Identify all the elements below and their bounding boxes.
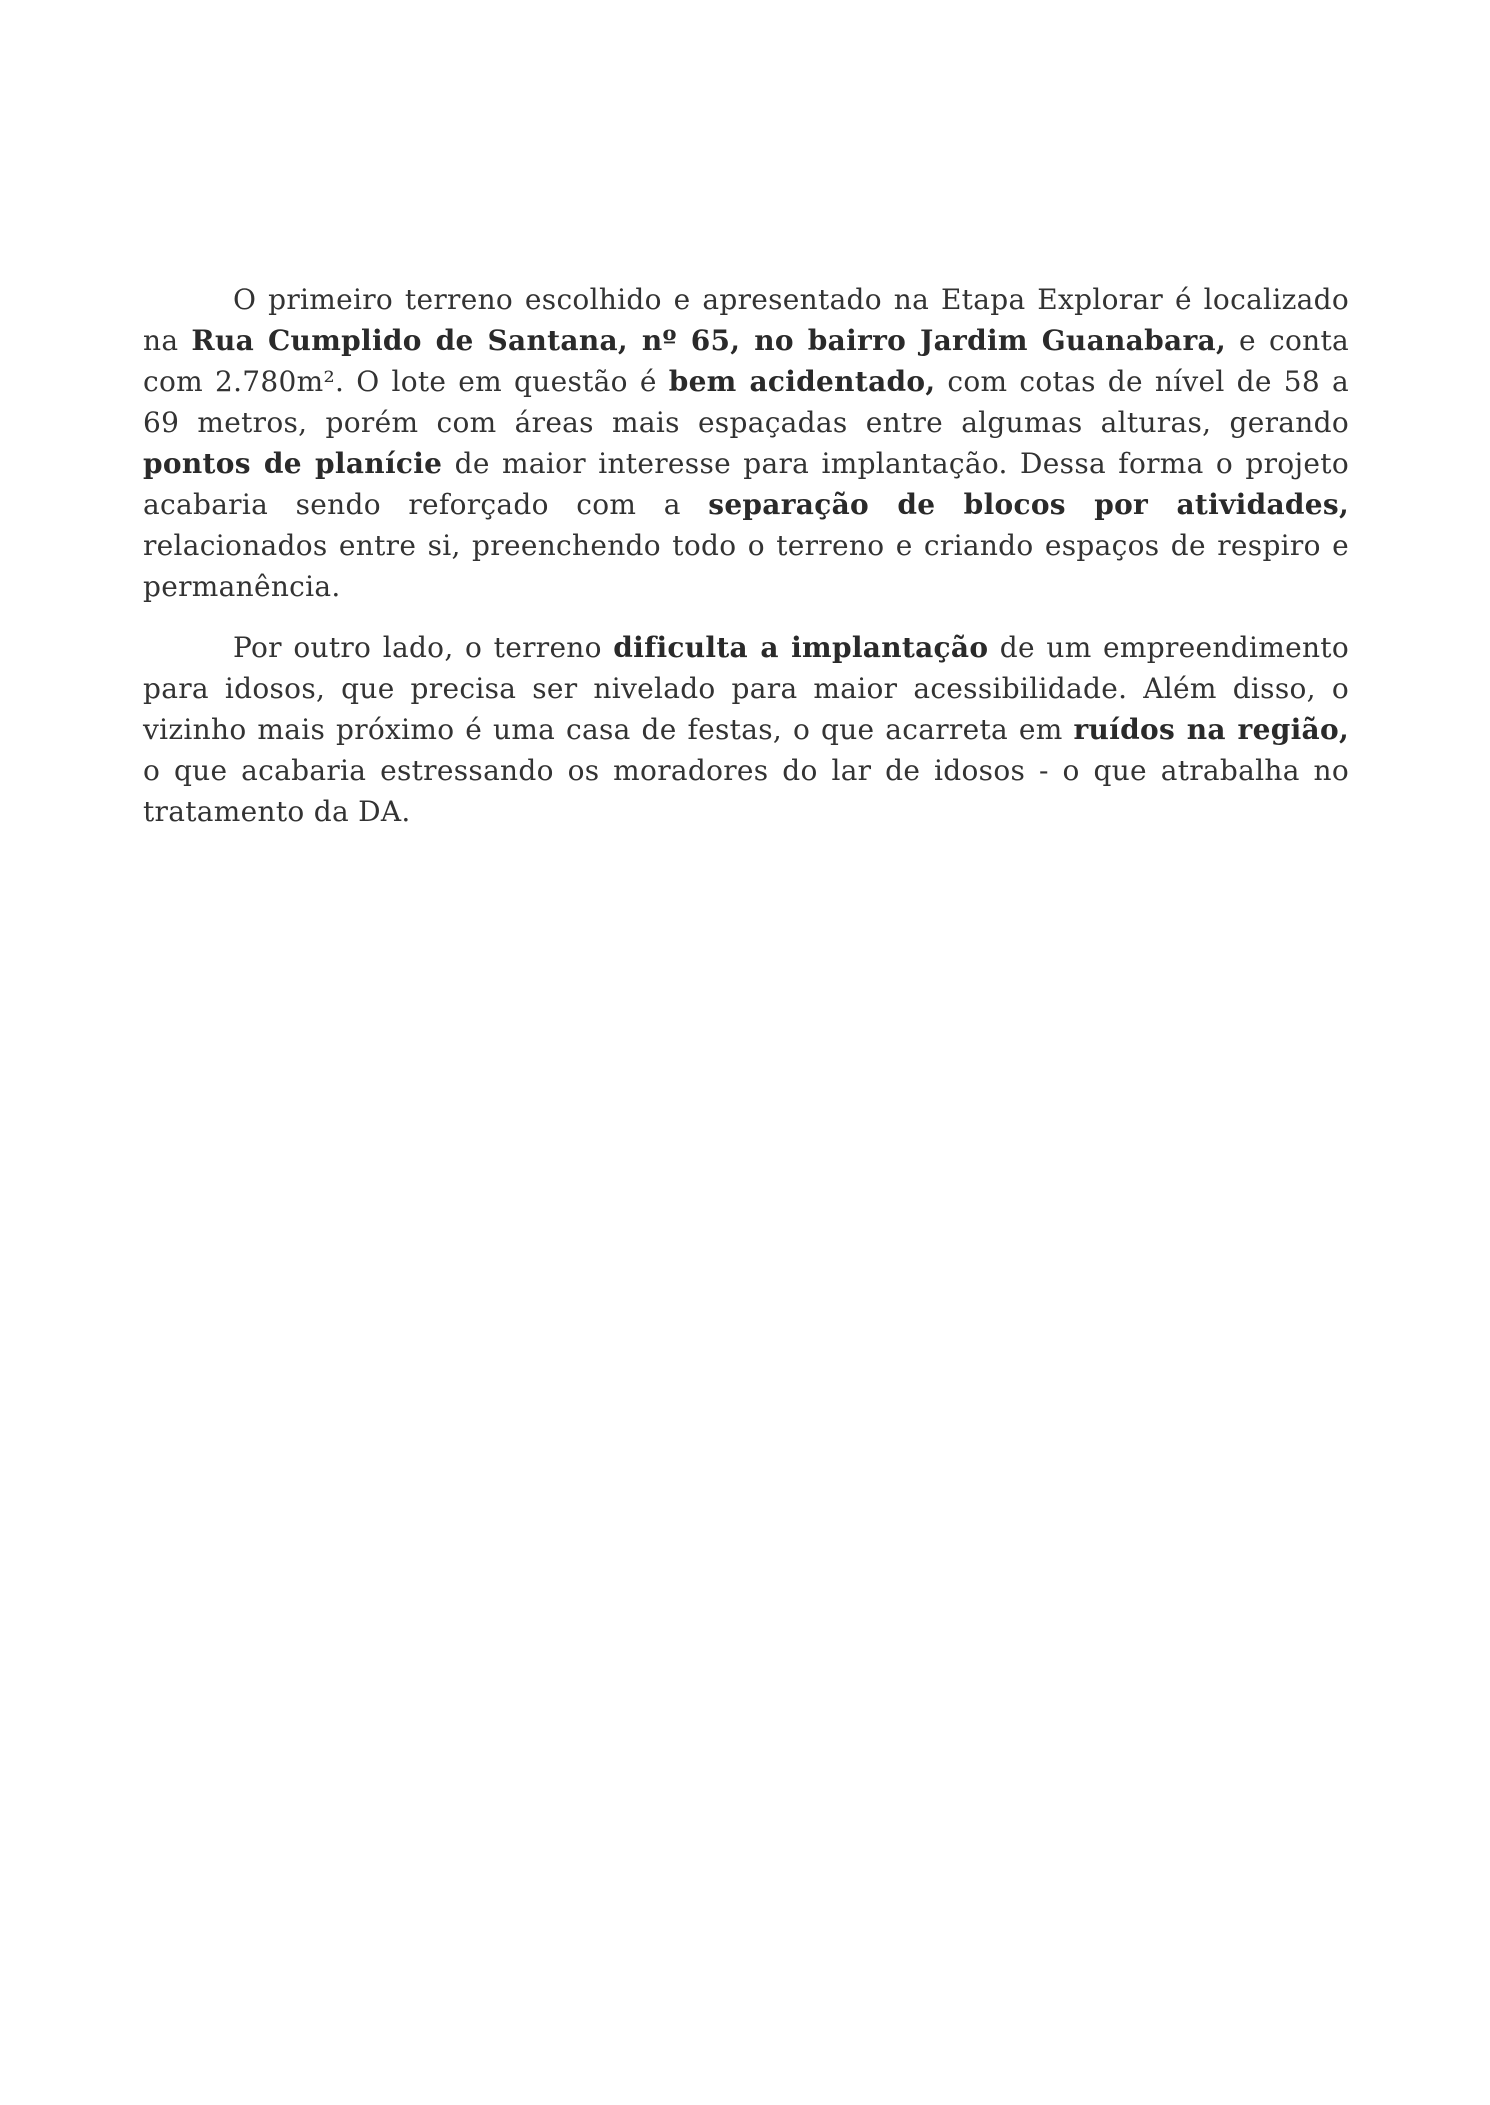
bold-text-run: dificulta a implantação xyxy=(613,631,989,664)
bold-text-run: ruídos na região, xyxy=(1073,713,1349,746)
text-run: O primeiro terreno escolhido e apresentado na Etapa Explorar é localizado na xyxy=(143,283,1349,357)
text-run: o que acabaria estressando os moradores do lar de idosos - o que atrabalha no tratamento da DA. xyxy=(143,754,1349,828)
body-text xyxy=(143,279,1349,852)
paragraph-1 xyxy=(143,279,1349,607)
text-run: Por outro lado, o terreno xyxy=(233,631,614,664)
text-run: e conta com 2.780m². O lote em questão é xyxy=(143,324,1349,398)
paragraph-2 xyxy=(143,627,1349,832)
bold-text-run: pontos de planície xyxy=(143,447,443,480)
bold-text-run: bem acidentado, xyxy=(668,365,936,398)
bold-text-run: Rua Cumplido de Santana, nº 65, no bairro Jardim Guanabara, xyxy=(191,324,1226,357)
text-run: de um empreendimento para idosos, que precisa ser nivelado para maior acessibilidade. Além disso, o vizinho mais próximo é uma casa de festas, o que acarreta em xyxy=(143,631,1349,746)
text-run: com cotas de nível de 58 a 69 metros, porém com áreas mais espaçadas entre algumas alturas, gerando xyxy=(143,365,1349,439)
bold-text-run: separação de blocos por atividades, xyxy=(708,488,1349,521)
text-run: de maior interesse para implantação. Dessa forma o projeto acabaria sendo reforçado com a xyxy=(143,447,1349,521)
text-run: relacionados entre si, preenchendo todo o terreno e criando espaços de respiro e permanência. xyxy=(143,529,1349,603)
